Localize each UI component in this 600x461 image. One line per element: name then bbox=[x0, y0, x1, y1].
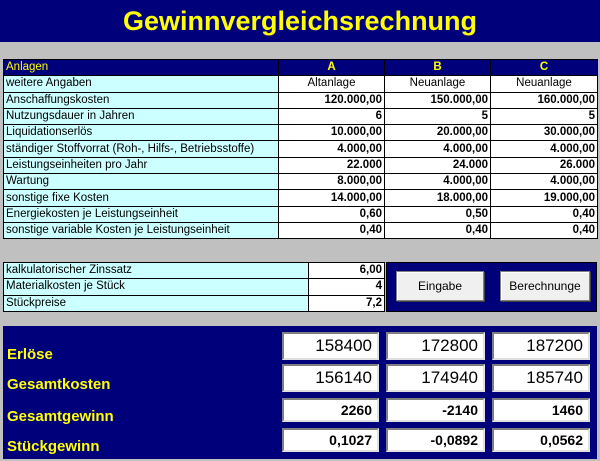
table-cell[interactable]: 20.000,00 bbox=[385, 125, 491, 141]
result-value[interactable]: 187200 bbox=[492, 332, 590, 360]
table-cell[interactable]: 160.000,00 bbox=[491, 92, 598, 108]
row-label: Materialkosten je Stück bbox=[4, 279, 309, 295]
table-cell[interactable]: 4.000,00 bbox=[491, 141, 598, 157]
row-label: Energiekosten je Leistungseinheit bbox=[4, 206, 279, 222]
table-cell[interactable]: 8.000,00 bbox=[279, 174, 385, 190]
table-cell[interactable]: Neuanlage bbox=[385, 76, 491, 92]
row-label: Wartung bbox=[4, 174, 279, 190]
result-value[interactable]: 156140 bbox=[282, 364, 379, 392]
result-label: Gesamtgewinn bbox=[7, 408, 114, 425]
table-cell[interactable]: 4.000,00 bbox=[279, 141, 385, 157]
table-row bbox=[4, 222, 598, 238]
table-cell[interactable]: 0,50 bbox=[385, 206, 491, 222]
table-cell[interactable]: 30.000,00 bbox=[491, 125, 598, 141]
table-row bbox=[4, 206, 598, 222]
table-row bbox=[4, 108, 598, 124]
table-cell[interactable]: 0,60 bbox=[279, 206, 385, 222]
result-label: Erlöse bbox=[7, 346, 53, 363]
table-row bbox=[4, 141, 598, 157]
table-cell[interactable]: 24.000 bbox=[385, 157, 491, 173]
row-label: Leistungseinheiten pro Jahr bbox=[4, 157, 279, 173]
table-row bbox=[4, 190, 598, 206]
table-cell[interactable]: 4.000,00 bbox=[385, 141, 491, 157]
eingabe-button[interactable]: Eingabe bbox=[396, 271, 484, 301]
column-header-c: C bbox=[491, 60, 598, 76]
table-cell[interactable]: 4.000,00 bbox=[385, 174, 491, 190]
table-cell[interactable]: 5 bbox=[491, 108, 598, 124]
row-label: sonstige variable Kosten je Leistungseinheit bbox=[4, 222, 279, 238]
misc-parameters-table bbox=[3, 262, 385, 312]
table-cell[interactable]: 18.000,00 bbox=[385, 190, 491, 206]
column-header-a: A bbox=[279, 60, 385, 76]
value-cell[interactable]: 7,2 bbox=[309, 295, 385, 311]
table-cell[interactable]: 22.000 bbox=[279, 157, 385, 173]
button-panel bbox=[386, 262, 597, 312]
table-cell[interactable]: 0,40 bbox=[279, 222, 385, 238]
result-value[interactable]: 0,1027 bbox=[282, 428, 379, 452]
table-row bbox=[4, 157, 598, 173]
table-cell[interactable]: 4.000,00 bbox=[491, 174, 598, 190]
page-title: Gewinnvergleichsrechnung bbox=[0, 0, 600, 42]
result-value[interactable]: 174940 bbox=[386, 364, 485, 392]
result-value[interactable]: 2260 bbox=[282, 398, 379, 422]
row-label: Nutzungsdauer in Jahren bbox=[4, 108, 279, 124]
result-value[interactable]: 1460 bbox=[492, 398, 590, 422]
row-label: kalkulatorischer Zinssatz bbox=[4, 263, 309, 279]
table-cell[interactable]: 0,40 bbox=[491, 206, 598, 222]
result-value[interactable]: 172800 bbox=[386, 332, 485, 360]
table-row bbox=[4, 125, 598, 141]
row-label: ständiger Stoffvorrat (Roh-, Hilfs-, Betriebsstoffe) bbox=[4, 141, 279, 157]
berechnung-button[interactable]: Berechnunge bbox=[500, 271, 590, 301]
result-value[interactable]: 185740 bbox=[492, 364, 590, 392]
table-header-row bbox=[4, 60, 598, 76]
table-cell[interactable]: 150.000,00 bbox=[385, 92, 491, 108]
table-row bbox=[4, 263, 385, 279]
value-cell[interactable]: 6,00 bbox=[309, 263, 385, 279]
result-label: Stückgewinn bbox=[7, 438, 100, 455]
result-value[interactable]: -2140 bbox=[386, 398, 485, 422]
table-cell[interactable]: 120.000,00 bbox=[279, 92, 385, 108]
row-label: sonstige fixe Kosten bbox=[4, 190, 279, 206]
table-cell[interactable]: 26.000 bbox=[491, 157, 598, 173]
table-cell[interactable]: 0,40 bbox=[385, 222, 491, 238]
value-cell[interactable]: 4 bbox=[309, 279, 385, 295]
table-cell[interactable]: 10.000,00 bbox=[279, 125, 385, 141]
table-cell[interactable]: 5 bbox=[385, 108, 491, 124]
column-header-b: B bbox=[385, 60, 491, 76]
table-cell[interactable]: Neuanlage bbox=[491, 76, 598, 92]
result-value[interactable]: -0,0892 bbox=[386, 428, 485, 452]
table-row bbox=[4, 279, 385, 295]
header-label: Anlagen bbox=[4, 60, 279, 76]
row-label: weitere Angaben bbox=[4, 76, 279, 92]
table-cell[interactable]: 6 bbox=[279, 108, 385, 124]
result-value[interactable]: 0,0562 bbox=[492, 428, 590, 452]
row-label: Liquidationserlös bbox=[4, 125, 279, 141]
table-row bbox=[4, 295, 385, 311]
result-value[interactable]: 158400 bbox=[282, 332, 379, 360]
row-label: Stückpreise bbox=[4, 295, 309, 311]
result-label: Gesamtkosten bbox=[7, 376, 111, 393]
row-label: Anschaffungskosten bbox=[4, 92, 279, 108]
table-row bbox=[4, 76, 598, 92]
table-cell[interactable]: 14.000,00 bbox=[279, 190, 385, 206]
parameters-table bbox=[3, 59, 598, 239]
table-cell[interactable]: 19.000,00 bbox=[491, 190, 598, 206]
table-row bbox=[4, 174, 598, 190]
results-panel bbox=[3, 326, 597, 459]
table-cell[interactable]: Altanlage bbox=[279, 76, 385, 92]
table-cell[interactable]: 0,40 bbox=[491, 222, 598, 238]
table-row bbox=[4, 92, 598, 108]
